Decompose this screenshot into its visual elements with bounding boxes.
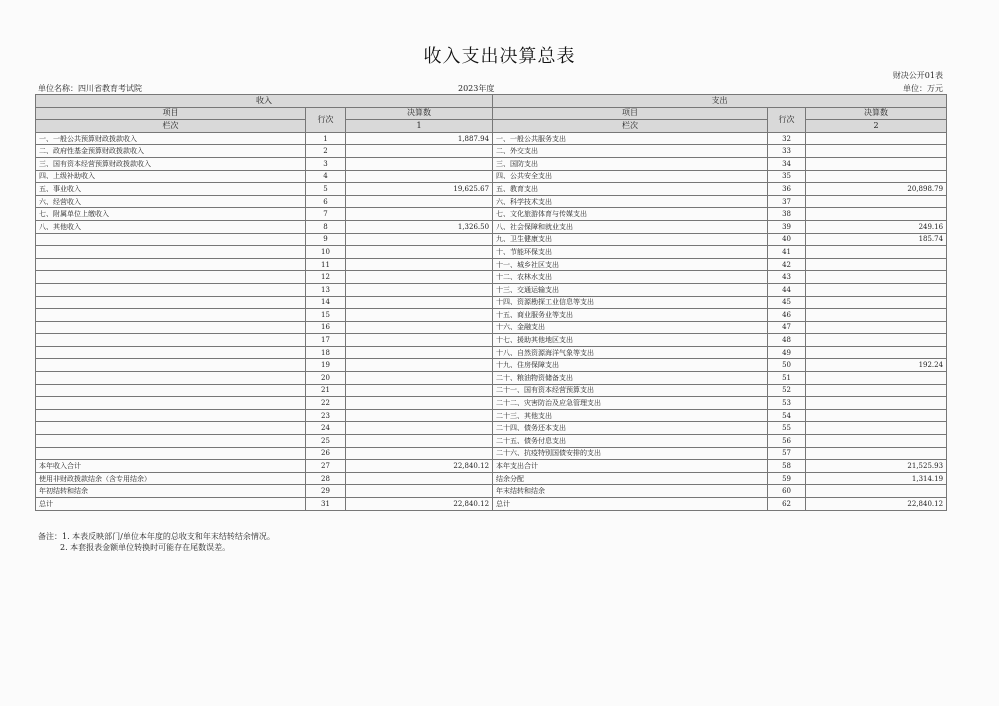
expense-amount-cell — [806, 346, 947, 359]
table-row — [36, 157, 947, 170]
income-item-cell: 八、其他收入 — [36, 220, 306, 233]
table-row — [36, 296, 947, 309]
income-rowno-cell: 3 — [306, 157, 346, 170]
expense-rowno-cell: 32 — [768, 132, 806, 145]
expense-item-cell: 十七、援助其他地区支出 — [493, 334, 768, 347]
income-item-cell — [36, 233, 306, 246]
table-header-row — [36, 107, 947, 120]
expense-rowno-cell: 42 — [768, 258, 806, 271]
income-amount-cell — [346, 246, 493, 259]
expense-rowno-cell: 51 — [768, 372, 806, 385]
income-item-cell — [36, 372, 306, 385]
expense-rowno-cell: 43 — [768, 271, 806, 284]
expense-rowno-cell: 52 — [768, 384, 806, 397]
income-item-cell — [36, 447, 306, 460]
expense-amount-cell — [806, 271, 947, 284]
income-rowno-cell: 10 — [306, 246, 346, 259]
income-amount-cell — [346, 447, 493, 460]
income-amount-cell: 22,840.12 — [346, 498, 493, 511]
expense-item-cell: 九、卫生健康支出 — [493, 233, 768, 246]
income-item-cell — [36, 409, 306, 422]
expense-rowno-cell: 62 — [768, 498, 806, 511]
table-row — [36, 321, 947, 334]
expense-amount-cell: 192.24 — [806, 359, 947, 372]
income-amount-cell — [346, 397, 493, 410]
expense-amount-cell — [806, 435, 947, 448]
income-rowno-cell: 7 — [306, 208, 346, 221]
expense-item-cell: 一、一般公共服务支出 — [493, 132, 768, 145]
income-amount-cell — [346, 170, 493, 183]
income-amount-cell — [346, 472, 493, 485]
income-rowno-cell: 14 — [306, 296, 346, 309]
table-header-row — [36, 95, 947, 108]
income-rowno-cell: 6 — [306, 195, 346, 208]
page-title: 收入支出决算总表 — [423, 46, 576, 67]
expense-amount-cell — [806, 258, 947, 271]
income-rowno-cell: 25 — [306, 435, 346, 448]
income-rowno-cell: 21 — [306, 384, 346, 397]
income-rowno-cell: 11 — [306, 258, 346, 271]
expense-rowno-cell: 33 — [768, 145, 806, 158]
expense-item-cell: 十九、住房保障支出 — [493, 359, 768, 372]
table-row — [36, 145, 947, 158]
income-rowno-cell: 29 — [306, 485, 346, 498]
expense-rowno-cell: 54 — [768, 409, 806, 422]
income-rowno-cell: 20 — [306, 372, 346, 385]
expense-item-cell: 十三、交通运输支出 — [493, 283, 768, 296]
income-amount-cell — [346, 296, 493, 309]
footnote: 备注：1. 本表反映部门/单位本年度的总收支和年末结转结余情况。 — [38, 532, 275, 541]
table-row — [36, 498, 947, 511]
expense-amount-cell — [806, 485, 947, 498]
expense-item-cell: 十六、金融支出 — [493, 321, 768, 334]
expense-item-cell: 十二、农林水支出 — [493, 271, 768, 284]
expense-rowno-cell: 49 — [768, 346, 806, 359]
expense-rowno-cell: 60 — [768, 485, 806, 498]
income-amount-cell: 22,840.12 — [346, 460, 493, 473]
table-row — [36, 246, 947, 259]
income-amount-cell — [346, 485, 493, 498]
expense-amount-cell: 249.16 — [806, 220, 947, 233]
expense-amount-cell — [806, 372, 947, 385]
income-rowno-cell: 27 — [306, 460, 346, 473]
expense-item-cell: 本年支出合计 — [493, 460, 768, 473]
table-row — [36, 334, 947, 347]
income-item-cell: 使用非财政拨款结余（含专用结余） — [36, 472, 306, 485]
income-rowno-cell: 16 — [306, 321, 346, 334]
income-item-cell — [36, 246, 306, 259]
income-rowno-cell: 17 — [306, 334, 346, 347]
expense-amount-cell — [806, 309, 947, 322]
table-header-row — [36, 120, 947, 133]
income-rowno-header: 行次 — [306, 107, 346, 132]
expense-amount-cell — [806, 170, 947, 183]
income-amount-cell — [346, 409, 493, 422]
expense-item-cell: 六、科学技术支出 — [493, 195, 768, 208]
expense-amount-cell — [806, 195, 947, 208]
expense-header: 支出 — [493, 95, 947, 108]
table-row — [36, 195, 947, 208]
income-rowno-cell: 4 — [306, 170, 346, 183]
income-item-cell: 三、国有资本经营预算财政拨款收入 — [36, 157, 306, 170]
expense-item-cell: 二十四、债务还本支出 — [493, 422, 768, 435]
expense-item-cell: 二十三、其他支出 — [493, 409, 768, 422]
table-row — [36, 258, 947, 271]
expense-amount-cell: 22,840.12 — [806, 498, 947, 511]
expense-rowno-cell: 48 — [768, 334, 806, 347]
expense-rowno-cell: 47 — [768, 321, 806, 334]
income-rowno-cell: 15 — [306, 309, 346, 322]
table-row — [36, 132, 947, 145]
expense-item-cell: 二十二、灾害防治及应急管理支出 — [493, 397, 768, 410]
expense-amount-cell — [806, 334, 947, 347]
income-amount-cell — [346, 157, 493, 170]
expense-rowno-cell: 41 — [768, 246, 806, 259]
table-row — [36, 472, 947, 485]
income-amount-cell — [346, 271, 493, 284]
expense-rowno-cell: 58 — [768, 460, 806, 473]
income-amount-cell — [346, 435, 493, 448]
income-rowno-cell: 18 — [306, 346, 346, 359]
expense-amount-cell: 1,314.19 — [806, 472, 947, 485]
income-amount-cell — [346, 208, 493, 221]
income-item-cell — [36, 258, 306, 271]
income-amount-cell — [346, 422, 493, 435]
income-rowno-cell: 12 — [306, 271, 346, 284]
income-item-cell: 七、附属单位上缴收入 — [36, 208, 306, 221]
table-row — [36, 271, 947, 284]
expense-amount-cell — [806, 208, 947, 221]
expense-rowno-cell: 45 — [768, 296, 806, 309]
expense-col-number: 2 — [806, 120, 947, 133]
income-header: 收入 — [36, 95, 493, 108]
income-item-cell — [36, 321, 306, 334]
expense-rowno-cell: 44 — [768, 283, 806, 296]
expense-amount-cell — [806, 409, 947, 422]
income-item-cell: 本年收入合计 — [36, 460, 306, 473]
income-col-header: 栏次 — [36, 120, 306, 133]
expense-col-header: 栏次 — [493, 120, 768, 133]
expense-rowno-cell: 34 — [768, 157, 806, 170]
form-number: 财决公开01表 — [892, 71, 943, 80]
expense-amount-cell — [806, 283, 947, 296]
expense-rowno-header: 行次 — [768, 107, 806, 132]
income-item-cell — [36, 271, 306, 284]
income-rowno-cell: 19 — [306, 359, 346, 372]
expense-amount-header: 决算数 — [806, 107, 947, 120]
income-amount-cell — [346, 359, 493, 372]
table-row — [36, 384, 947, 397]
expense-item-cell: 总计 — [493, 498, 768, 511]
table-row — [36, 283, 947, 296]
income-rowno-cell: 5 — [306, 183, 346, 196]
expense-amount-cell — [806, 296, 947, 309]
income-amount-cell: 1,887.94 — [346, 132, 493, 145]
expense-item-cell: 结余分配 — [493, 472, 768, 485]
table-row — [36, 447, 947, 460]
report-year: 2023年度 — [458, 84, 495, 93]
expense-amount-cell — [806, 132, 947, 145]
table-row — [36, 397, 947, 410]
income-item-cell: 年初结转和结余 — [36, 485, 306, 498]
income-item-cell — [36, 422, 306, 435]
expense-item-cell: 二十一、国有资本经营预算支出 — [493, 384, 768, 397]
income-rowno-cell: 28 — [306, 472, 346, 485]
expense-item-cell: 年末结转和结余 — [493, 485, 768, 498]
income-expense-table — [35, 94, 947, 511]
income-rowno-cell: 24 — [306, 422, 346, 435]
income-amount-cell — [346, 195, 493, 208]
income-amount-cell — [346, 384, 493, 397]
table-row — [36, 170, 947, 183]
expense-item-cell: 二十、粮油物资储备支出 — [493, 372, 768, 385]
income-rowno-cell: 9 — [306, 233, 346, 246]
income-amount-cell — [346, 258, 493, 271]
table-row — [36, 359, 947, 372]
income-amount-cell — [346, 372, 493, 385]
income-rowno-cell: 1 — [306, 132, 346, 145]
income-amount-cell — [346, 346, 493, 359]
expense-item-cell: 四、公共安全支出 — [493, 170, 768, 183]
income-item-cell — [36, 384, 306, 397]
expense-item-cell: 十五、商业服务业等支出 — [493, 309, 768, 322]
income-amount-cell: 19,625.67 — [346, 183, 493, 196]
income-amount-cell — [346, 321, 493, 334]
expense-rowno-cell: 38 — [768, 208, 806, 221]
table-row — [36, 460, 947, 473]
income-item-cell — [36, 334, 306, 347]
expense-amount-cell — [806, 422, 947, 435]
income-item-cell — [36, 283, 306, 296]
expense-amount-cell — [806, 321, 947, 334]
income-item-cell: 四、上级补助收入 — [36, 170, 306, 183]
expense-item-cell: 十八、自然资源海洋气象等支出 — [493, 346, 768, 359]
expense-rowno-cell: 55 — [768, 422, 806, 435]
expense-rowno-cell: 35 — [768, 170, 806, 183]
table-row — [36, 183, 947, 196]
expense-item-cell: 三、国防支出 — [493, 157, 768, 170]
table-row — [36, 435, 947, 448]
income-item-cell — [36, 359, 306, 372]
expense-rowno-cell: 36 — [768, 183, 806, 196]
income-item-cell: 六、经营收入 — [36, 195, 306, 208]
income-col-number: 1 — [346, 120, 493, 133]
expense-amount-cell — [806, 384, 947, 397]
income-item-cell: 总计 — [36, 498, 306, 511]
currency-unit: 单位：万元 — [903, 84, 943, 93]
expense-amount-cell — [806, 447, 947, 460]
income-item-cell: 二、政府性基金预算财政拨款收入 — [36, 145, 306, 158]
expense-amount-cell: 185.74 — [806, 233, 947, 246]
expense-rowno-cell: 37 — [768, 195, 806, 208]
income-amount-cell — [346, 309, 493, 322]
expense-amount-cell — [806, 397, 947, 410]
expense-item-cell: 十、节能环保支出 — [493, 246, 768, 259]
income-amount-cell — [346, 233, 493, 246]
footnotes — [38, 531, 275, 553]
unit-name: 单位名称：四川省教育考试院 — [38, 84, 142, 93]
income-rowno-cell: 31 — [306, 498, 346, 511]
table-row — [36, 346, 947, 359]
footnote: 2. 本套报表金额单位转换时可能存在尾数误差。 — [60, 543, 231, 552]
expense-rowno-cell: 53 — [768, 397, 806, 410]
income-item-header: 项目 — [36, 107, 306, 120]
income-rowno-cell: 8 — [306, 220, 346, 233]
income-item-cell — [36, 397, 306, 410]
table-row — [36, 309, 947, 322]
expense-amount-cell — [806, 157, 947, 170]
income-amount-header: 决算数 — [346, 107, 493, 120]
table-row — [36, 372, 947, 385]
expense-item-cell: 二、外交支出 — [493, 145, 768, 158]
expense-rowno-cell: 50 — [768, 359, 806, 372]
table-row — [36, 220, 947, 233]
expense-rowno-cell: 59 — [768, 472, 806, 485]
table-row — [36, 485, 947, 498]
expense-rowno-cell: 57 — [768, 447, 806, 460]
income-amount-cell: 1,326.50 — [346, 220, 493, 233]
expense-amount-cell — [806, 246, 947, 259]
expense-item-cell: 二十六、抗疫特别国债安排的支出 — [493, 447, 768, 460]
table-row — [36, 422, 947, 435]
expense-rowno-cell: 39 — [768, 220, 806, 233]
income-item-cell: 五、事业收入 — [36, 183, 306, 196]
expense-rowno-cell: 46 — [768, 309, 806, 322]
expense-amount-cell: 21,525.93 — [806, 460, 947, 473]
expense-item-cell: 二十五、债务付息支出 — [493, 435, 768, 448]
expense-amount-cell — [806, 145, 947, 158]
expense-item-cell: 七、文化旅游体育与传媒支出 — [493, 208, 768, 221]
income-item-cell — [36, 435, 306, 448]
table-row — [36, 208, 947, 221]
expense-item-header: 项目 — [493, 107, 768, 120]
expense-rowno-cell: 56 — [768, 435, 806, 448]
income-amount-cell — [346, 283, 493, 296]
income-item-cell — [36, 346, 306, 359]
expense-item-cell: 八、社会保障和就业支出 — [493, 220, 768, 233]
income-item-cell — [36, 309, 306, 322]
income-rowno-cell: 13 — [306, 283, 346, 296]
income-amount-cell — [346, 145, 493, 158]
income-item-cell — [36, 296, 306, 309]
income-amount-cell — [346, 334, 493, 347]
income-rowno-cell: 2 — [306, 145, 346, 158]
table-row — [36, 409, 947, 422]
expense-rowno-cell: 40 — [768, 233, 806, 246]
expense-item-cell: 五、教育支出 — [493, 183, 768, 196]
expense-amount-cell: 20,898.79 — [806, 183, 947, 196]
expense-item-cell: 十四、资源勘探工业信息等支出 — [493, 296, 768, 309]
income-rowno-cell: 22 — [306, 397, 346, 410]
income-rowno-cell: 26 — [306, 447, 346, 460]
expense-item-cell: 十一、城乡社区支出 — [493, 258, 768, 271]
income-rowno-cell: 23 — [306, 409, 346, 422]
table-row — [36, 233, 947, 246]
income-item-cell: 一、一般公共预算财政拨款收入 — [36, 132, 306, 145]
